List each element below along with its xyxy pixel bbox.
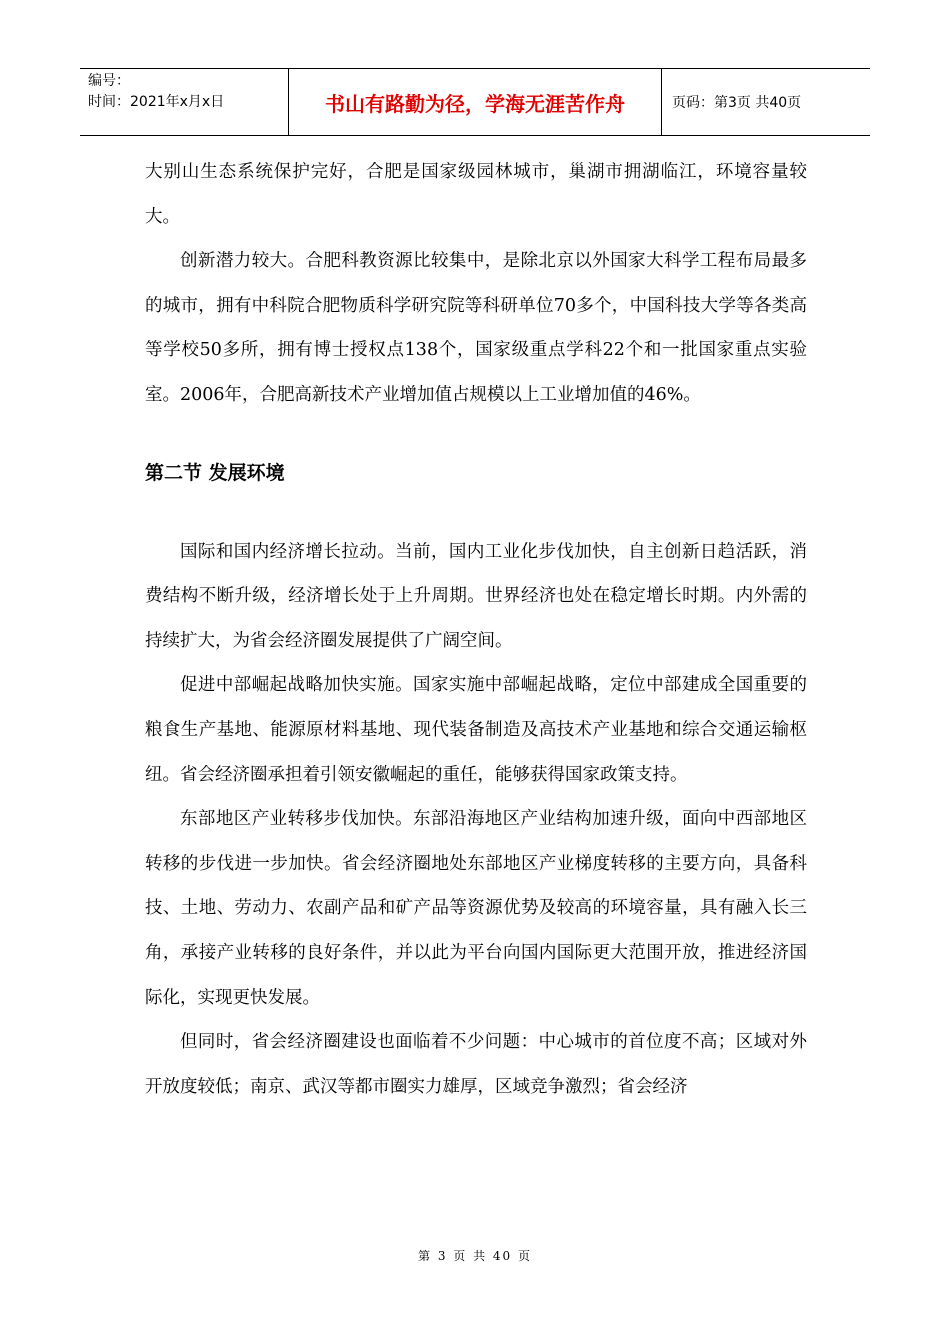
header-page-info: 页码：第3页 共40页 <box>662 69 871 136</box>
section-heading: 第二节 发展环境 <box>145 461 285 484</box>
header-motto: 书山有路勤为径，学海无涯苦作舟 <box>289 69 662 136</box>
paragraph-industry-transfer: 东部地区产业转移步伐加快。东部沿海地区产业结构加速升级，面向中西部地区转移的步伐进一步加快。省会经济圈地处东部地区产业梯度转移的主要方向，具备科技、土地、劳动力、农副产品和矿产品等资源优势及较高的环境容量，具有融入长三角，承接产业转移的良好条件，并以此为平台向国内国际更大范围开放，推进经济国际化，实现更快发展。 <box>145 809 807 1008</box>
header-meta <box>80 69 289 136</box>
page-footer: 第 3 页 共 40 页 <box>418 1249 532 1263</box>
document-body <box>145 150 807 1109</box>
serial-number-label: 编号： <box>88 73 130 89</box>
date-label: 时间：2021年x月x日 <box>88 94 225 110</box>
paragraph-innovation: 创新潜力较大。合肥科教资源比较集中，是除北京以外国家大科学工程布局最多的城市，拥有中科院合肥物质科学研究院等科研单位70多个，中国科技大学等各类高等学校50多所，拥有博士授权点138个，国家级重点学科22个和一批国家重点实验室。2006年，合肥高新技术产业增加值占规模以上工业增加值的46%。 <box>145 251 807 405</box>
paragraph-growth: 国际和国内经济增长拉动。当前，国内工业化步伐加快，自主创新日趋活跃，消费结构不断升级，经济增长处于上升周期。世界经济也处在稳定增长时期。内外需的持续扩大，为省会经济圈发展提供了广阔空间。 <box>145 541 807 651</box>
paragraph-continued: 大别山生态系统保护完好，合肥是国家级园林城市，巢湖市拥湖临江，环境容量较大。 <box>145 162 807 227</box>
paragraph-problems: 但同时，省会经济圈建设也面临着不少问题：中心城市的首位度不高；区域对外开放度较低；南京、武汉等都市圈实力雄厚，区域竞争激烈；省会经济 <box>145 1032 807 1097</box>
document-header <box>80 68 870 136</box>
paragraph-central-rise: 促进中部崛起战略加快实施。国家实施中部崛起战略，定位中部建成全国重要的粮食生产基地、能源原材料基地、现代装备制造及高技术产业基地和综合交通运输枢纽。省会经济圈承担着引领安徽崛起的重任，能够获得国家政策支持。 <box>145 675 807 785</box>
